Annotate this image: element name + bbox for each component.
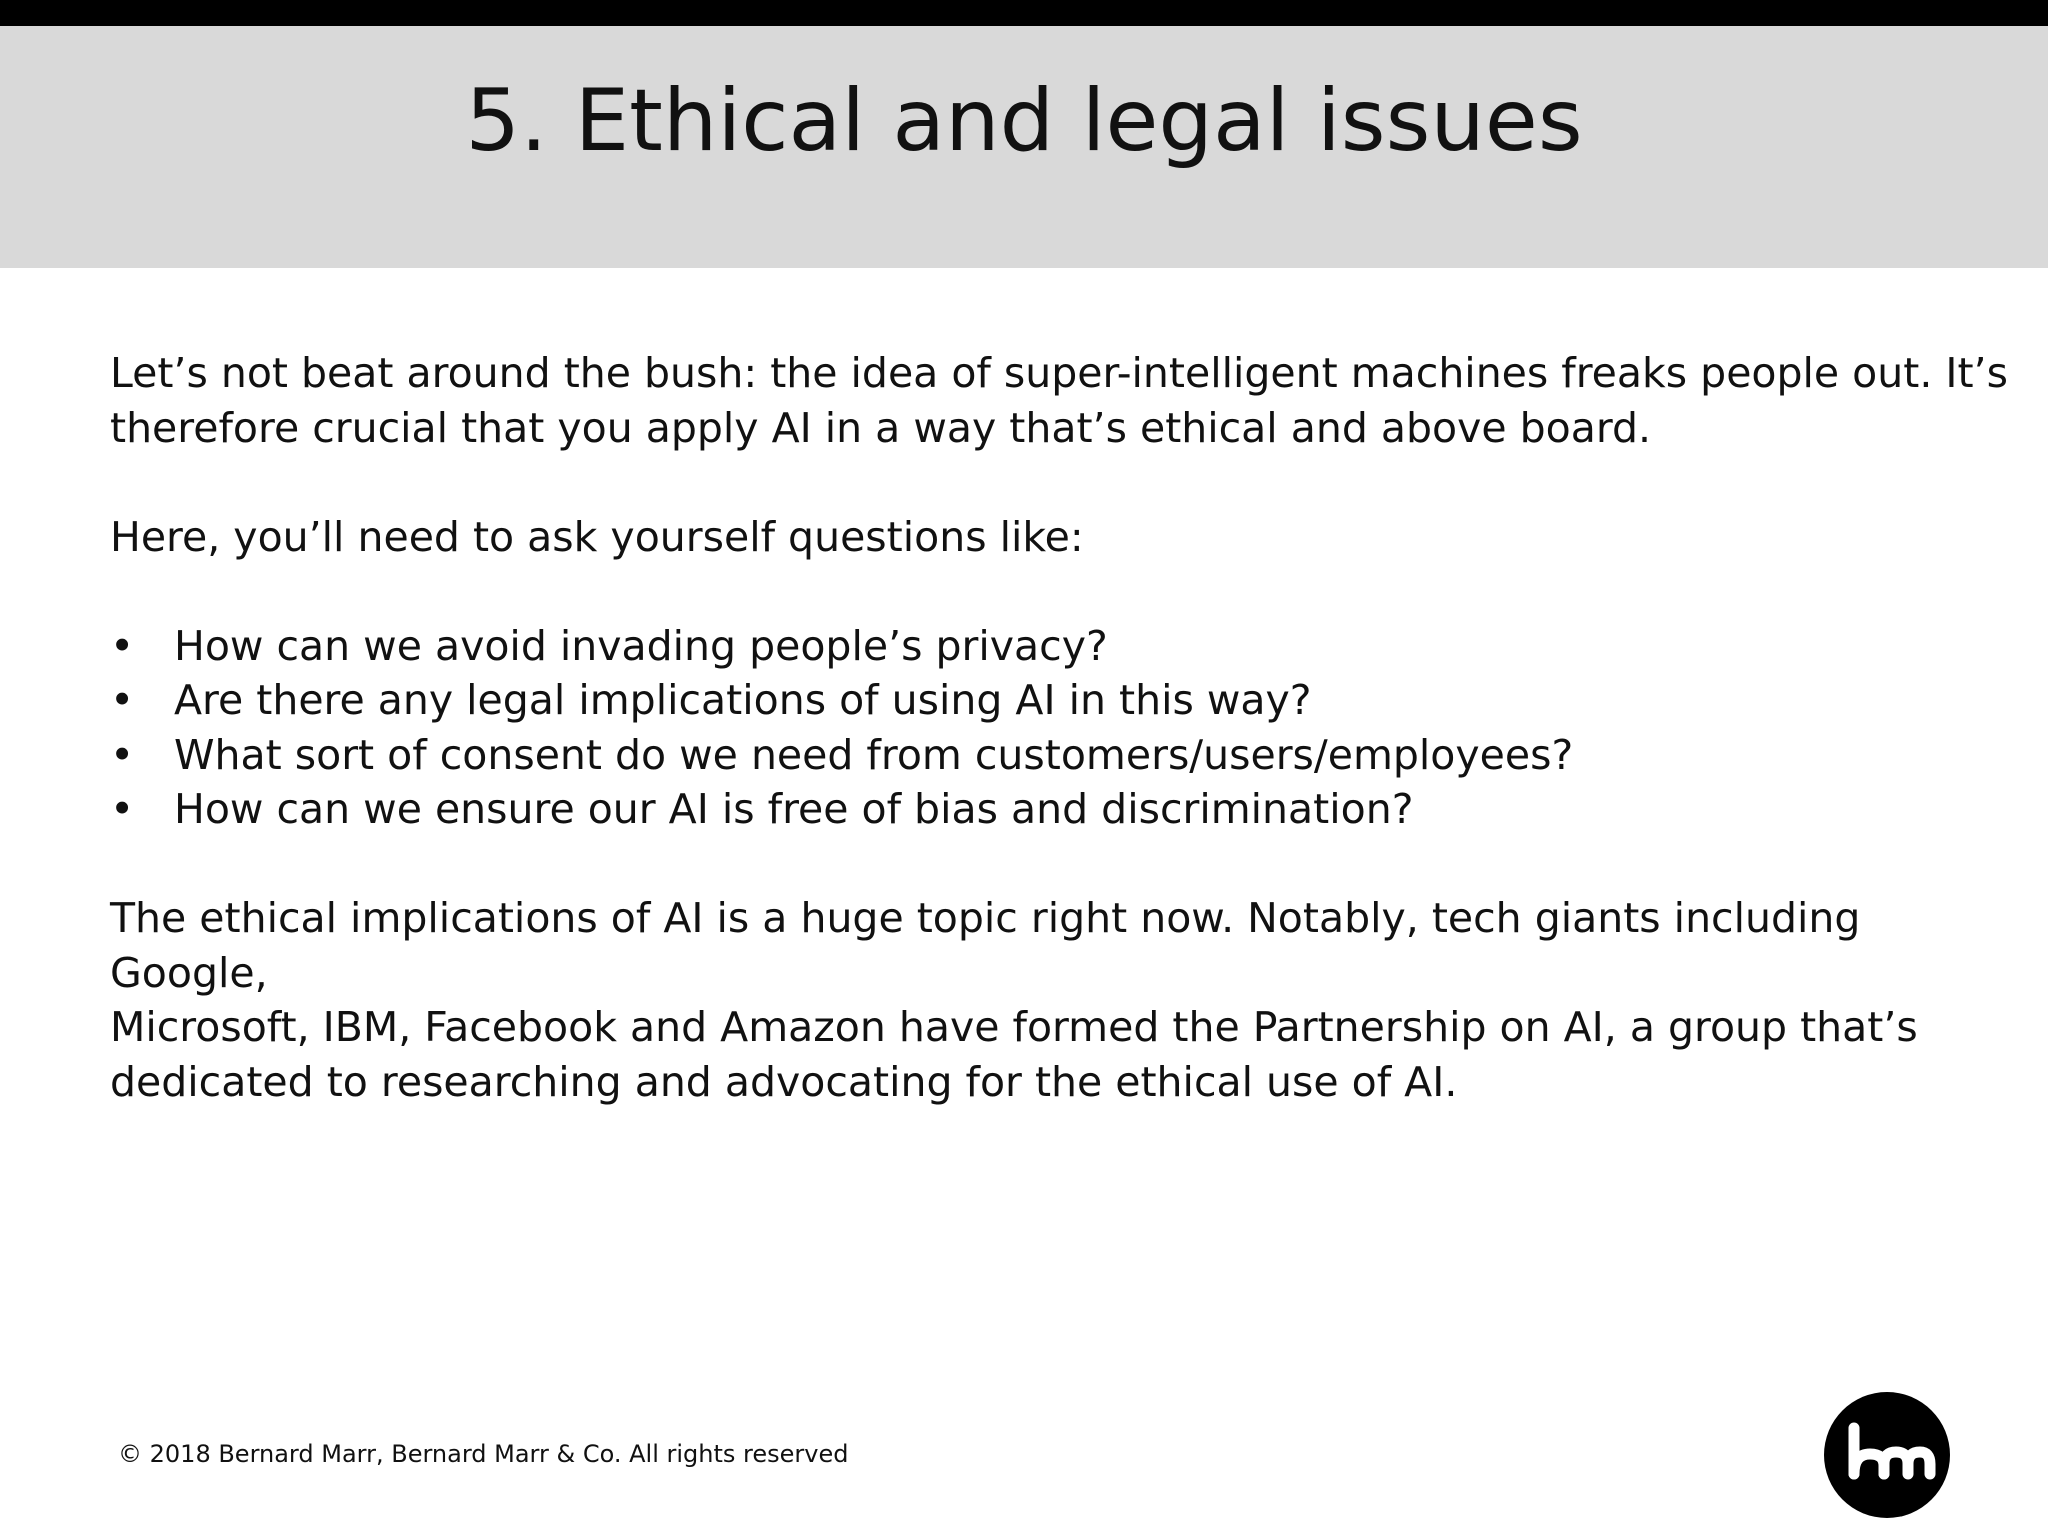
top-bar <box>0 0 2048 26</box>
bm-logo-glyph <box>1824 1392 1950 1518</box>
question-item <box>110 619 2010 674</box>
question-text: Are there any legal implications of using AI in this way? <box>174 676 1312 724</box>
paragraph-spacer <box>110 455 2010 510</box>
intro-paragraph: Let’s not beat around the bush: the idea of super-intelligent machines freaks people out. It’s therefore crucial that you apply AI in a way that’s ethical and above board. <box>110 349 2008 452</box>
closing-paragraph: The ethical implications of AI is a huge topic right now. Notably, tech giants including Google, Microsoft, IBM, Facebook and Amazon have formed the Partnership on AI, a group that’s dedicated to researching and advocating for the ethical use of AI. <box>110 894 1918 1106</box>
question-text: How can we ensure our AI is free of bias and discrimination? <box>174 785 1414 833</box>
paragraph-spacer <box>110 564 2010 619</box>
question-item <box>110 673 2010 728</box>
question-text: What sort of consent do we need from customers/users/employees? <box>174 730 1574 779</box>
bm-logo-icon <box>1824 1392 1950 1518</box>
bullet-icon: • <box>110 676 135 724</box>
question-text: How can we avoid invading people’s privacy? <box>174 621 1108 670</box>
copyright-footer: © 2018 Bernard Marr, Bernard Marr & Co. All rights reserved <box>118 1440 849 1468</box>
bullet-icon: • <box>110 621 135 670</box>
lead-in-text: Here, you’ll need to ask yourself questions like: <box>110 512 1084 561</box>
paragraph-spacer <box>110 837 2010 892</box>
bullet-icon: • <box>110 730 135 779</box>
slide-title: 5. Ethical and legal issues <box>465 71 1583 171</box>
bullet-icon: • <box>110 785 135 833</box>
question-list <box>110 619 2010 837</box>
question-item <box>110 728 2010 783</box>
question-item <box>110 782 2010 837</box>
slide-body <box>110 346 2010 1109</box>
